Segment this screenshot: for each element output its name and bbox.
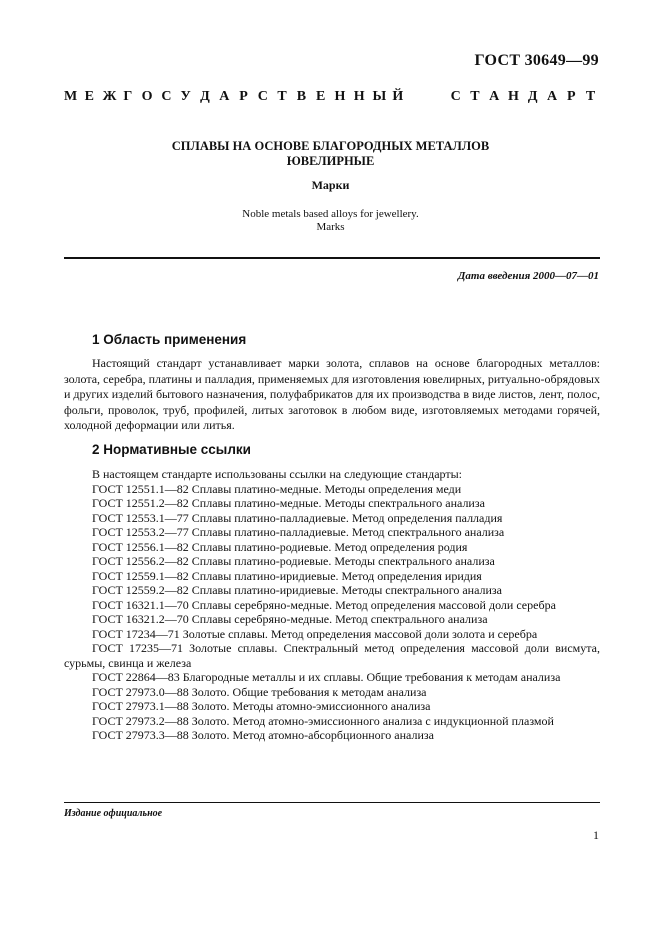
standard-type-banner	[64, 89, 597, 105]
banner-letter: Е	[84, 89, 94, 104]
references-list	[64, 467, 600, 743]
title-line-1: СПЛАВЫ НА ОСНОВЕ БЛАГОРОДНЫХ МЕТАЛЛОВ	[171, 139, 490, 153]
reference-item: ГОСТ 16321.1—70 Сплавы серебряно-медные. Метод определения массовой доли серебра	[92, 597, 556, 612]
reference-item: ГОСТ 27973.3—88 Золото. Метод атомно-абсорбционного анализа	[92, 728, 434, 742]
english-title	[0, 208, 661, 234]
banner-letter: Й	[392, 89, 404, 104]
reference-item: ГОСТ 16321.2—70 Сплавы серебряно-медные. Метод спектрального анализа	[92, 612, 488, 626]
banner-letter: Н	[508, 89, 519, 104]
banner-letter: Ы	[372, 89, 387, 104]
reference-item: ГОСТ 12559.2—82 Сплавы платино-иридиевые. Методы спектрального анализа	[92, 583, 502, 597]
banner-letter	[411, 89, 423, 105]
banner-letter: Ж	[102, 89, 117, 104]
page-number: 1	[593, 828, 599, 842]
reference-item: ГОСТ 22864—83 Благородные металлы и их сплавы. Общие требования к методам анализа	[92, 670, 561, 684]
document-title	[0, 139, 661, 169]
section-2-heading: 2 Нормативные ссылки	[92, 442, 251, 457]
reference-item: ГОСТ 27973.1—88 Золото. Методы атомно-эмиссионного анализа	[92, 699, 431, 713]
reference-item: ГОСТ 17234—71 Золотые сплавы. Метод определения массовой доли золота и серебра	[92, 626, 538, 641]
english-title-line-1: Noble metals based alloys for jewellery.	[242, 208, 419, 220]
banner-letter: В	[296, 89, 307, 104]
reference-item: ГОСТ 27973.0—88 Золото. Общие требования к методам анализа	[92, 684, 427, 699]
banner-letter: Р	[239, 89, 248, 104]
banner-letter: У	[180, 89, 191, 104]
section-1-body	[64, 356, 600, 434]
document-subtitle: Марки	[311, 178, 350, 192]
title-line-2: ЮВЕЛИРНЫЕ	[286, 154, 375, 168]
banner-letter: Т	[585, 89, 596, 104]
reference-item: ГОСТ 12551.1—82 Сплавы платино-медные. Методы определения меди	[92, 481, 462, 496]
banner-letter: Р	[567, 89, 576, 104]
reference-item: ГОСТ 17235—71 Золотые сплавы. Спектральный метод определения массовой доли висмута, сурьмы, свинца и железа	[64, 641, 600, 670]
reference-item: ГОСТ 12551.2—82 Сплавы платино-медные. Методы спектрального анализа	[92, 496, 485, 510]
banner-letter: Д	[200, 89, 210, 104]
banner-letter: М	[64, 89, 78, 104]
reference-item: ГОСТ 12556.2—82 Сплавы платино-родиевые. Методы спектрального анализа	[92, 554, 495, 568]
banner-letter: А	[546, 89, 558, 104]
banner-letter: О	[141, 89, 153, 104]
banner-letter: С	[257, 89, 268, 104]
banner-letter: Т	[470, 89, 480, 104]
reference-item: ГОСТ 12553.2—77 Сплавы платино-палладиевые. Метод спектрального анализа	[92, 525, 505, 539]
reference-item: ГОСТ 27973.2—88 Золото. Метод атомно-эмиссионного анализа с индукционной плазмой	[92, 713, 554, 728]
banner-letter: Г	[123, 89, 133, 104]
header-divider	[64, 257, 600, 259]
banner-letter: Н	[353, 89, 365, 104]
reference-item: ГОСТ 12559.1—82 Сплавы платино-иридиевые. Метод определения иридия	[92, 568, 482, 583]
banner-letter: С	[450, 89, 461, 104]
section-1-paragraph: Настоящий стандарт устанавливает марки золота, сплавов на основе благородных металлов: золота, серебра, платины и палладия, применяемых для изготовления ювелирных, ритуально-обрядовых и других изделий бытового назначения, полуфабрикатов для их производства в виде листов, лент, полос, фольги, проволок, труб, профилей, литых заготовок в любом виде, изготовляемых методами горячей, холодной деформации или литья.	[64, 356, 600, 432]
references-intro: В настоящем стандарте использованы ссылки на следующие стандарты:	[92, 467, 463, 481]
reference-item: ГОСТ 12553.1—77 Сплавы платино-палладиевые. Метод определения палладия	[92, 510, 503, 525]
footer-divider	[64, 802, 600, 803]
english-title-line-2: Marks	[316, 221, 345, 233]
reference-item: ГОСТ 12556.1—82 Сплавы платино-родиевые. Метод определения родия	[92, 539, 468, 554]
banner-letter: Н	[334, 89, 346, 104]
banner-letter: Е	[315, 89, 326, 104]
document-number: ГОСТ 30649—99	[474, 52, 599, 69]
banner-letter: Т	[277, 89, 287, 104]
official-edition-label: Издание официальное	[64, 808, 163, 819]
banner-letter: Д	[527, 89, 538, 104]
banner-letter	[430, 89, 442, 105]
introduction-date: Дата введения 2000—07—01	[457, 270, 599, 282]
banner-letter: А	[489, 89, 500, 104]
banner-letter: С	[161, 89, 172, 104]
section-1-heading: 1 Область применения	[92, 332, 247, 347]
banner-letter: А	[219, 89, 230, 104]
